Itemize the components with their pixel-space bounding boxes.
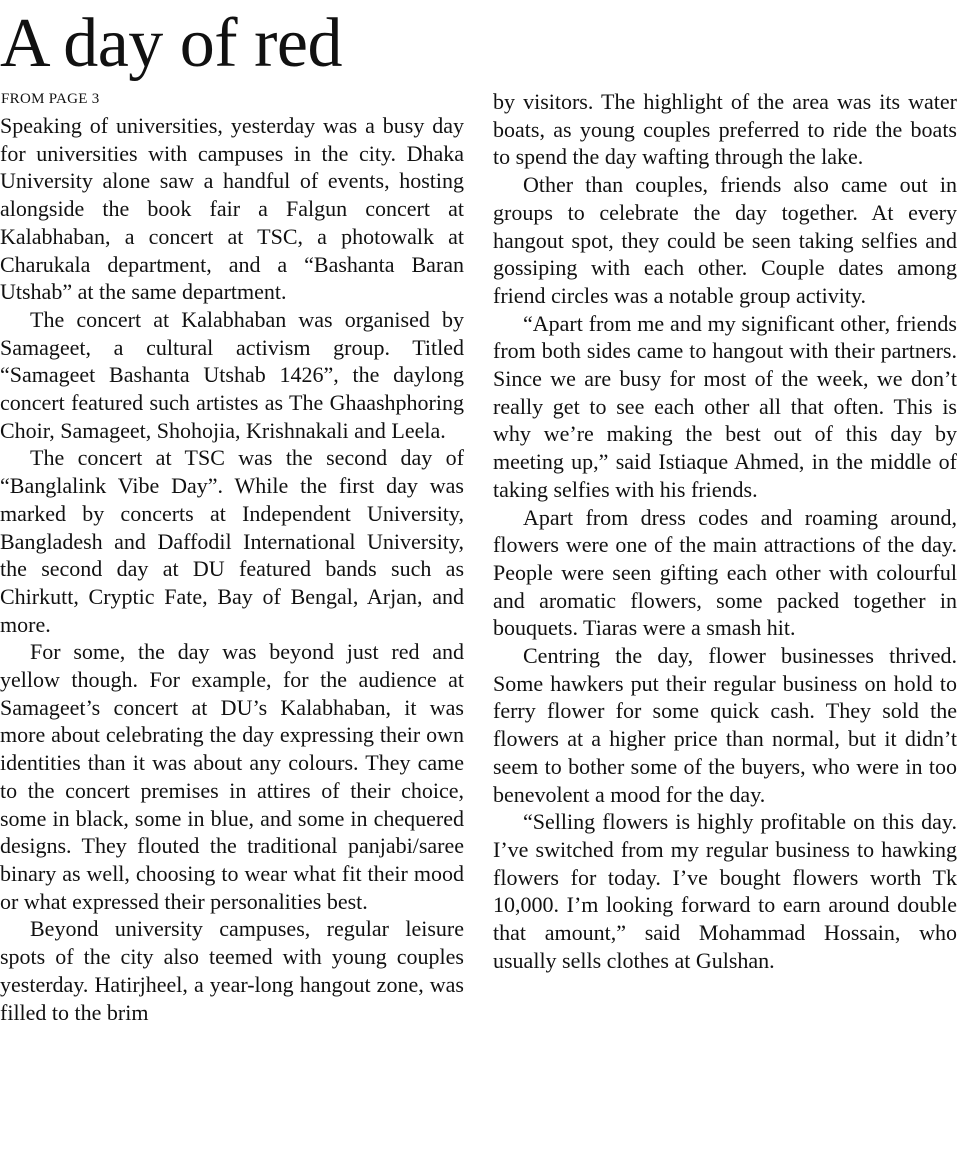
paragraph: Speaking of universities, yesterday was a busy day for universities with campuses in the city. Dhaka University alone saw a handful of events, hosting alongside the book fair a Falgun concert at Kalabhaban, a concert at TSC, a photowalk at Charukala department, and a “Bashanta Baran Utshab” at the same department. [0,113,464,305]
paragraph: Centring the day, flower businesses thrived. Some hawkers put their regular business on hold to ferry flower for some quick cash. They sold the flowers at a higher price than normal, but it didn’t seem to bother some of the buyers, who were in too benevolent a mood for the day. [493,643,957,807]
paragraph: Apart from dress codes and roaming around, flowers were one of the main attractions of the day. People were seen gifting each other with colourful and aromatic flowers, some packed together in bouquets. Tiaras were a smash hit. [493,504,957,641]
article-column-right [493,88,957,975]
paragraph: Other than couples, friends also came out in groups to celebrate the day together. At every hangout spot, they could be seen taking selfies and gossiping with each other. Couple dates among friend circles was a notable group activity. [493,172,957,308]
continued-from-label: FROM PAGE 3 [1,91,100,107]
paragraph: For some, the day was beyond just red and yellow though. For example, for the audience at Samageet’s concert at DU’s Kalabhaban, it was more about celebrating the day expressing their own identities than it was about any colours. They came to the concert premises in attires of their choice, some in black, some in blue, and some in chequered designs. They flouted the traditional panjabi/saree binary as well, choosing to wear what fit their mood or what expressed their personalities best. [0,639,464,914]
paragraph: The concert at Kalabhaban was organised by Samageet, a cultural activism group. Titled “Samageet Bashanta Utshab 1426”, the daylong concert featured such artistes as The Ghaashphoring Choir, Samageet, Shohojia, Krishnakali and Leela. [0,306,464,443]
paragraph: The concert at TSC was the second day of “Banglalink Vibe Day”. While the first day was marked by concerts at Independent University, Bangladesh and Daffodil International University, the second day at DU featured bands such as Chirkutt, Cryptic Fate, Bay of Bengal, Arjan, and more. [0,445,464,637]
paragraph: Beyond university campuses, regular leisure spots of the city also teemed with young couples yesterday. Hatirjheel, a year-long hangout zone, was filled to the brim [0,916,464,1025]
paragraph: “Apart from me and my significant other, friends from both sides came to hangout with their partners. Since we are busy for most of the week, we don’t really get to see each other all that often. This is why we’re making the best out of this day by meeting up,” said Istiaque Ahmed, in the middle of taking selfies with his friends. [493,310,957,502]
paragraph: “Selling flowers is highly profitable on this day. I’ve switched from my regular business to hawking flowers for today. I’ve bought flowers worth Tk 10,000. I’m looking forward to earn around double that amount,” said Mohammad Hossain, who usually sells clothes at Gulshan. [493,809,957,973]
article-column-left [0,112,464,1026]
headline: A day of red [0,5,342,82]
paragraph: by visitors. The highlight of the area was its water boats, as young couples preferred to ride the boats to spend the day wafting through the lake. [493,89,957,170]
